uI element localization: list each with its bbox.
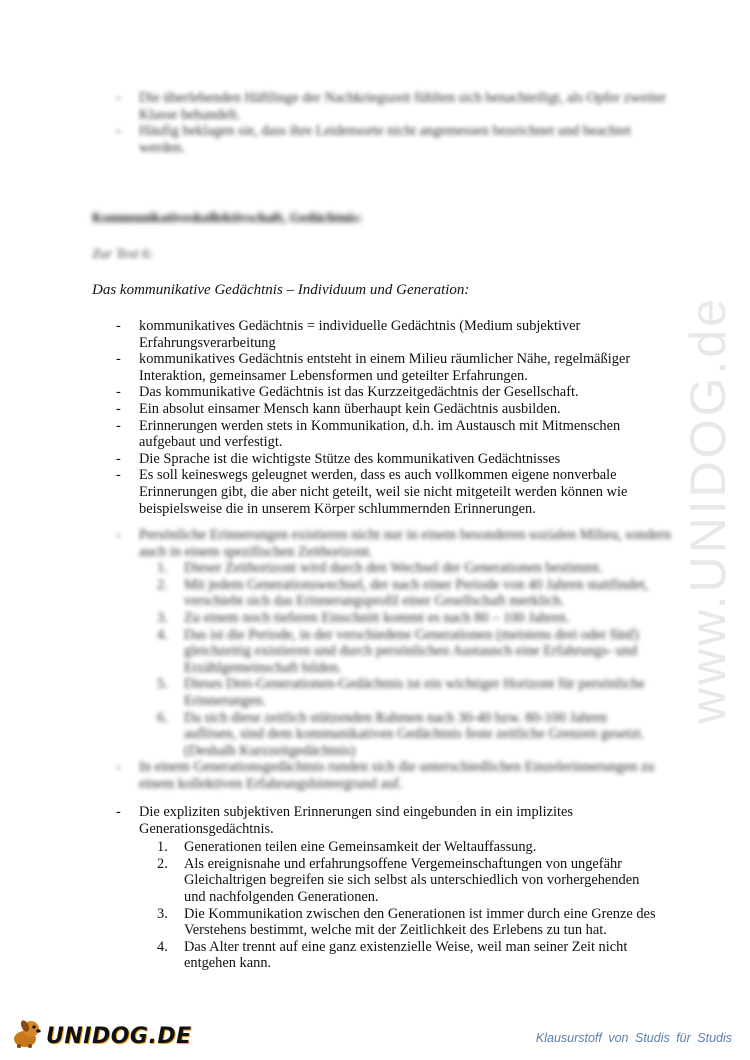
numbered-item: 5. Dieses Drei-Generationen-Gedächtnis ist ein wichtiger Horizont für persönliche Erinnerungen. <box>157 676 645 709</box>
numbered-item: 4. Das ist die Periode, in der verschiedene Generationen (meistens drei oder fünf) gleichzeitig existieren und durch persönlichen Austausch eine Erfahrungs- und Erzählgemeinschaft bilden. <box>157 626 639 676</box>
generation-memory-section <box>92 804 672 972</box>
main-bullet-list <box>92 318 672 517</box>
list-item: - Die Sprache ist die wichtigste Stütze des kommunikativen Gedächtnisses <box>92 451 672 468</box>
numbered-item: 1. Generationen teilen eine Gemeinsamkeit der Weltauffassung. <box>157 839 537 856</box>
list-item: - Das kommunikative Gedächtnis ist das Kurzzeitgedächtnis der Gesellschaft. <box>92 384 672 401</box>
numbered-item: 4. Das Alter trennt auf eine ganz existenzielle Weise, weil man seiner Zeit nicht entgehen kann. <box>157 938 628 972</box>
list-item: - Die überlebenden Häftlinge der Nachkriegszeit fühlten sich benachteiligt, als Opfer zweiter Klasse behandelt. <box>92 90 672 123</box>
list-item: - Erinnerungen werden stets in Kommunikation, d.h. im Austausch mit Mitmenschen aufgebaut und verfestigt. <box>92 418 672 451</box>
watermark-text: www.UNIDOG.de <box>680 296 736 724</box>
numbered-item: 2. Mit jedem Generationswechsel, der nach einer Periode von 40 Jahren stattfindet, verschiebt sich das Erinnerungsprofil einer Gesellschaft merklich. <box>157 576 649 610</box>
numbered-item: 2. Als ereignisnahe und erfahrungsoffene Vergemeinschaftungen von ungefähr Gleichaltrigen begreifen sie sich selbst als unterschiedlich von vorhergehenden und nachfolgenden Generationen. <box>157 855 640 905</box>
list-item: - In einem Generationsgedächtnis runden sich die unterschiedlichen Einzelerinnerungen zu einem kollektiven Erfahrungshintergrund auf. <box>92 759 672 792</box>
list-item: - kommunikatives Gedächtnis = individuelle Gedächtnis (Medium subjektiver Erfahrungsverarbeitung <box>92 318 672 351</box>
blurred-top-section <box>92 90 672 156</box>
section-heading: Kommunikativeskollektivschaft, Gedächtnis: <box>92 211 362 226</box>
blurred-middle-section <box>92 527 672 793</box>
text-reference: Zur Text 6: <box>92 247 154 262</box>
list-item: - Häufig beklagen sie, dass ihre Leidensorte nicht angemessen bezeichnet und beachtet werden. <box>92 123 672 156</box>
numbered-item: 3. Zu einem noch tieferen Einschnitt kommt es nach 80 – 100 Jahren. <box>157 609 570 626</box>
section-title: Das kommunikative Gedächtnis – Individuum und Generation: <box>92 282 470 298</box>
numbered-item: 6. Da sich diese zeitlich stützenden Rahmen nach 30-40 bzw. 80-100 Jahren auflösen, sind dem kommunikativen Gedächtnis feste zeitliche Grenzen gesetzt. (Deshalb Kurzzeitgedächtnis) <box>157 709 645 759</box>
numbered-item: 1. Dieser Zeithorizont wird durch den Wechsel der Generationen bestimmt. <box>157 560 603 577</box>
unidog-logo[interactable] <box>8 1017 192 1049</box>
list-item: - Es soll keineswegs geleugnet werden, dass es auch vollkommen eigene nonverbale Erinnerungen gibt, die aber nicht geteilt, weil sie nicht mitgeteilt werden können wie beispielsweise die in unserem Körper schlummernden Erinnerungen. <box>92 467 672 517</box>
watermark <box>678 280 738 740</box>
list-item: - Persönliche Erinnerungen existieren nicht nur in einem besonderen sozialen Milieu, sondern auch in einem spezifischen Zeithorizont. <box>92 527 672 560</box>
list-item: - kommunikatives Gedächtnis entsteht in einem Milieu räumlicher Nähe, regelmäßiger Interaktion, gemeinsamer Lebensformen und geteilter Erfahrungen. <box>92 351 672 384</box>
list-item: - Ein absolut einsamer Mensch kann überhaupt kein Gedächtnis ausbilden. <box>92 401 672 418</box>
footer-tagline: Klausurstoff von Studis für Studis <box>535 1031 732 1045</box>
list-item: - Die expliziten subjektiven Erinnerungen sind eingebunden in ein implizites Generationsgedächtnis. <box>92 804 672 837</box>
dog-mascot-icon <box>8 1017 44 1049</box>
brand-name: UNIDOG.DE <box>46 1024 192 1049</box>
numbered-item: 3. Die Kommunikation zwischen den Generationen ist immer durch eine Grenze des Verstehens bestimmt, welche mit der Zeitlichkeit des Erlebens zu tun hat. <box>157 905 656 939</box>
